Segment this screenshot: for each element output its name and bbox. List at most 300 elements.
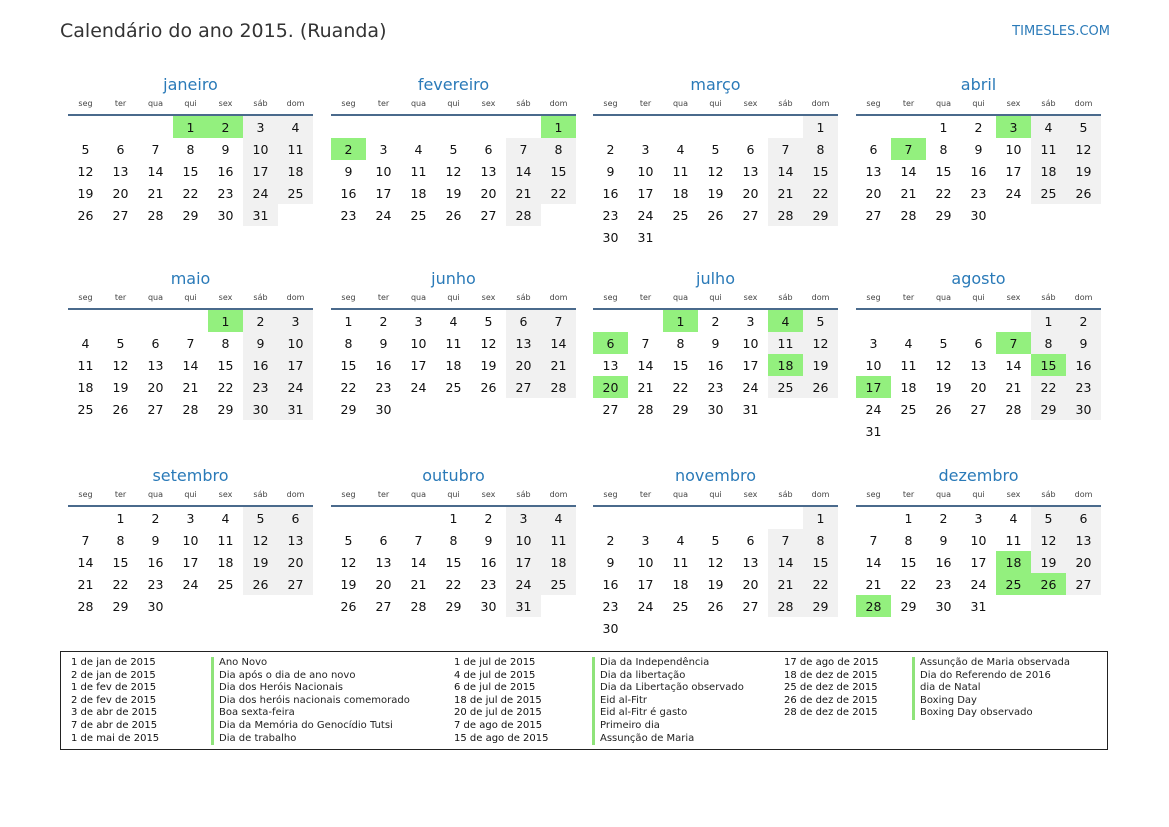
day-cell: 22 <box>217 379 234 395</box>
day-cell: 6 <box>116 141 125 157</box>
day-cell: 31 <box>243 204 278 226</box>
day-cell: 11 <box>541 529 576 551</box>
day-cell: 17 <box>375 185 392 201</box>
day-cell: 26 <box>340 598 357 614</box>
day-cell: 25 <box>541 573 576 595</box>
day-cell: 19 <box>707 576 724 592</box>
day-cell: 19 <box>803 354 838 376</box>
month-grid <box>856 487 1101 617</box>
day-cell: 16 <box>1066 354 1101 376</box>
day-cell: 28 <box>900 207 917 223</box>
day-cell: 22 <box>803 182 838 204</box>
empty-cell <box>996 204 1031 226</box>
month-março <box>593 74 838 248</box>
weekday-label: qui <box>173 96 208 115</box>
weekday-label: qua <box>663 96 698 115</box>
holiday-name: Dia do Referendo de 2016 <box>912 670 1070 683</box>
day-cell: 18 <box>77 379 94 395</box>
empty-cell <box>698 617 733 639</box>
day-cell: 13 <box>147 357 164 373</box>
day-cell: 9 <box>484 532 493 548</box>
day-cell: 30 <box>707 401 724 417</box>
day-cell: 4 <box>541 506 576 529</box>
day-cell: 1 <box>173 115 208 138</box>
holiday-name: Dia dos Heróis Nacionais <box>211 682 410 695</box>
day-cell: 20 <box>506 354 541 376</box>
day-cell: 6 <box>1066 506 1101 529</box>
day-cell: 1 <box>449 510 458 526</box>
day-cell: 2 <box>208 115 243 138</box>
month-grid <box>856 96 1101 226</box>
month-junho <box>331 268 576 420</box>
day-cell: 26 <box>707 598 724 614</box>
day-cell: 8 <box>1031 332 1066 354</box>
day-cell: 27 <box>480 207 497 223</box>
day-cell: 4 <box>676 141 685 157</box>
day-cell: 24 <box>506 573 541 595</box>
empty-cell <box>926 420 961 442</box>
empty-cell <box>961 420 996 442</box>
day-cell: 29 <box>182 207 199 223</box>
day-cell: 31 <box>278 398 313 420</box>
empty-cell <box>401 115 436 138</box>
day-cell: 25 <box>672 598 689 614</box>
day-cell: 24 <box>278 376 313 398</box>
empty-cell <box>506 398 541 420</box>
day-cell: 14 <box>637 357 654 373</box>
empty-cell <box>593 115 628 138</box>
month-title: agosto <box>951 269 1006 288</box>
weekday-label: dom <box>803 487 838 506</box>
day-cell: 13 <box>506 332 541 354</box>
day-cell: 15 <box>803 551 838 573</box>
day-cell: 18 <box>672 576 689 592</box>
weekday-label: sáb <box>506 96 541 115</box>
month-grid <box>593 487 838 639</box>
day-cell: 28 <box>147 207 164 223</box>
weekday-label: dom <box>803 96 838 115</box>
day-cell: 1 <box>541 115 576 138</box>
month-julho <box>593 268 838 420</box>
month-novembro <box>593 465 838 639</box>
day-cell: 17 <box>506 551 541 573</box>
day-cell: 8 <box>116 532 125 548</box>
day-cell: 5 <box>711 532 720 548</box>
weekday-label: ter <box>628 96 663 115</box>
day-cell: 21 <box>147 185 164 201</box>
day-cell: 20 <box>375 576 392 592</box>
day-cell: 23 <box>602 598 619 614</box>
day-cell: 10 <box>278 332 313 354</box>
day-cell: 2 <box>1066 309 1101 332</box>
day-cell: 13 <box>480 163 497 179</box>
day-cell: 20 <box>865 185 882 201</box>
empty-cell <box>698 226 733 248</box>
day-cell: 18 <box>768 354 803 376</box>
day-cell: 7 <box>996 332 1031 354</box>
day-cell: 4 <box>221 510 230 526</box>
day-cell: 16 <box>340 185 357 201</box>
weekday-label: qua <box>138 96 173 115</box>
empty-cell <box>891 420 926 442</box>
holiday-date: 18 de dez de 2015 <box>784 669 878 681</box>
empty-cell <box>68 115 103 138</box>
empty-cell <box>1031 420 1066 442</box>
day-cell: 31 <box>865 423 882 439</box>
day-cell: 28 <box>856 595 891 617</box>
empty-cell <box>401 398 436 420</box>
day-cell: 2 <box>606 532 615 548</box>
day-cell: 8 <box>676 335 685 351</box>
day-cell: 10 <box>637 163 654 179</box>
day-cell: 18 <box>1031 160 1066 182</box>
day-cell: 15 <box>672 357 689 373</box>
day-cell: 30 <box>970 207 987 223</box>
day-cell: 7 <box>506 138 541 160</box>
day-cell: 11 <box>1005 532 1022 548</box>
holiday-name: Assunção de Maria observada <box>912 657 1070 670</box>
month-maio <box>68 268 313 420</box>
day-cell: 11 <box>445 335 462 351</box>
day-cell: 26 <box>707 207 724 223</box>
day-cell: 18 <box>996 551 1031 573</box>
holiday-name: Dia da Memória do Genocídio Tutsi <box>211 720 410 733</box>
holiday-name: Eid al-Fitr é gasto <box>592 707 744 720</box>
weekday-label: sáb <box>768 487 803 506</box>
holiday-date: 28 de dez de 2015 <box>784 707 878 719</box>
day-cell: 16 <box>243 354 278 376</box>
day-cell: 12 <box>935 357 952 373</box>
day-cell: 9 <box>221 141 230 157</box>
day-cell: 28 <box>637 401 654 417</box>
holiday-name: Boxing Day observado <box>912 707 1070 720</box>
day-cell: 28 <box>410 598 427 614</box>
day-cell: 16 <box>217 163 234 179</box>
holiday-name: dia de Natal <box>912 682 1070 695</box>
day-cell: 1 <box>803 115 838 138</box>
day-cell: 17 <box>970 554 987 570</box>
empty-cell <box>366 506 401 529</box>
day-cell: 11 <box>278 138 313 160</box>
weekday-label: seg <box>68 290 103 309</box>
day-cell: 4 <box>449 313 458 329</box>
day-cell: 31 <box>506 595 541 617</box>
day-cell: 7 <box>869 532 878 548</box>
day-cell: 19 <box>707 185 724 201</box>
day-cell: 25 <box>900 401 917 417</box>
day-cell: 16 <box>707 357 724 373</box>
holiday-date: 15 de ago de 2015 <box>454 732 549 744</box>
empty-cell <box>628 115 663 138</box>
day-cell: 20 <box>593 376 628 398</box>
holiday-name: Dia após o dia de ano novo <box>211 670 410 683</box>
day-cell: 15 <box>217 357 234 373</box>
day-cell: 14 <box>865 554 882 570</box>
day-cell: 5 <box>81 141 90 157</box>
day-cell: 28 <box>768 204 803 226</box>
empty-cell <box>996 595 1031 617</box>
day-cell: 27 <box>278 573 313 595</box>
day-cell: 6 <box>151 335 160 351</box>
empty-cell <box>1031 595 1066 617</box>
day-cell: 16 <box>935 554 952 570</box>
day-cell: 28 <box>506 204 541 226</box>
day-cell: 17 <box>742 357 759 373</box>
empty-cell <box>1066 420 1101 442</box>
empty-cell <box>733 115 768 138</box>
day-cell: 4 <box>676 532 685 548</box>
weekday-label: qui <box>698 290 733 309</box>
day-cell: 7 <box>541 309 576 332</box>
day-cell: 24 <box>410 379 427 395</box>
day-cell: 26 <box>1066 182 1101 204</box>
empty-cell <box>541 398 576 420</box>
day-cell: 19 <box>480 357 497 373</box>
empty-cell <box>768 398 803 420</box>
day-cell: 11 <box>672 554 689 570</box>
day-cell: 26 <box>112 401 129 417</box>
day-cell: 23 <box>480 576 497 592</box>
site-link[interactable]: TIMESLES.COM <box>1012 24 1110 39</box>
empty-cell <box>768 226 803 248</box>
day-cell: 26 <box>1031 573 1066 595</box>
day-cell: 19 <box>340 576 357 592</box>
holiday-names-column <box>211 657 410 745</box>
empty-cell <box>243 595 278 617</box>
holiday-date: 1 de jan de 2015 <box>71 657 156 668</box>
empty-cell <box>138 115 173 138</box>
day-cell: 18 <box>410 185 427 201</box>
weekday-label: sex <box>733 487 768 506</box>
day-cell: 3 <box>869 335 878 351</box>
empty-cell <box>471 398 506 420</box>
day-cell: 20 <box>278 551 313 573</box>
weekday-label: qua <box>401 290 436 309</box>
day-cell: 12 <box>1031 529 1066 551</box>
day-cell: 10 <box>243 138 278 160</box>
weekday-label: sex <box>733 96 768 115</box>
month-title: fevereiro <box>417 75 490 94</box>
day-cell: 28 <box>541 376 576 398</box>
day-cell: 13 <box>375 554 392 570</box>
day-cell: 14 <box>541 332 576 354</box>
day-cell: 9 <box>939 532 948 548</box>
day-cell: 27 <box>742 207 759 223</box>
day-cell: 15 <box>541 160 576 182</box>
day-cell: 1 <box>803 506 838 529</box>
day-cell: 8 <box>803 138 838 160</box>
day-cell: 17 <box>243 160 278 182</box>
empty-cell <box>698 115 733 138</box>
empty-cell <box>856 115 891 138</box>
holiday-name: Eid al-Fitr <box>592 695 744 708</box>
empty-cell <box>471 115 506 138</box>
day-cell: 24 <box>865 401 882 417</box>
day-cell: 6 <box>974 335 983 351</box>
day-cell: 30 <box>217 207 234 223</box>
day-cell: 3 <box>641 532 650 548</box>
day-cell: 6 <box>593 332 628 354</box>
day-cell: 11 <box>217 532 234 548</box>
month-grid <box>593 290 838 420</box>
empty-cell <box>208 595 243 617</box>
day-cell: 4 <box>414 141 423 157</box>
day-cell: 2 <box>606 141 615 157</box>
day-cell: 2 <box>379 313 388 329</box>
weekday-label: qui <box>436 96 471 115</box>
weekday-label: seg <box>856 290 891 309</box>
weekday-label: seg <box>856 487 891 506</box>
day-cell: 29 <box>217 401 234 417</box>
empty-cell <box>173 595 208 617</box>
day-cell: 18 <box>900 379 917 395</box>
day-cell: 10 <box>1005 141 1022 157</box>
day-cell: 8 <box>344 335 353 351</box>
day-cell: 4 <box>278 115 313 138</box>
empty-cell <box>733 617 768 639</box>
day-cell: 21 <box>865 576 882 592</box>
weekday-label: qua <box>138 487 173 506</box>
day-cell: 5 <box>484 313 493 329</box>
day-cell: 7 <box>891 138 926 160</box>
holiday-name: Boxing Day <box>912 695 1070 708</box>
day-cell: 30 <box>480 598 497 614</box>
day-cell: 4 <box>81 335 90 351</box>
day-cell: 14 <box>182 357 199 373</box>
day-cell: 3 <box>243 115 278 138</box>
day-cell: 30 <box>1066 398 1101 420</box>
month-grid <box>68 96 313 226</box>
day-cell: 15 <box>112 554 129 570</box>
day-cell: 3 <box>506 506 541 529</box>
day-cell: 24 <box>243 182 278 204</box>
day-cell: 15 <box>340 357 357 373</box>
weekday-label: ter <box>891 487 926 506</box>
month-title: março <box>690 75 741 94</box>
day-cell: 23 <box>217 185 234 201</box>
weekday-label: sáb <box>506 487 541 506</box>
day-cell: 20 <box>112 185 129 201</box>
day-cell: 24 <box>637 207 654 223</box>
day-cell: 4 <box>904 335 913 351</box>
holiday-dates-column <box>71 657 159 745</box>
day-cell: 21 <box>77 576 94 592</box>
weekday-label: qui <box>173 290 208 309</box>
day-cell: 10 <box>970 532 987 548</box>
weekday-label: sáb <box>768 290 803 309</box>
weekday-label: dom <box>278 487 313 506</box>
day-cell: 29 <box>672 401 689 417</box>
month-fevereiro <box>331 74 576 226</box>
day-cell: 16 <box>480 554 497 570</box>
holiday-date: 2 de jan de 2015 <box>71 669 156 681</box>
day-cell: 16 <box>970 163 987 179</box>
empty-cell <box>366 115 401 138</box>
day-cell: 22 <box>340 379 357 395</box>
day-cell: 8 <box>449 532 458 548</box>
day-cell: 27 <box>112 207 129 223</box>
day-cell: 16 <box>147 554 164 570</box>
day-cell: 14 <box>768 160 803 182</box>
day-cell: 16 <box>375 357 392 373</box>
day-cell: 15 <box>935 163 952 179</box>
day-cell: 25 <box>217 576 234 592</box>
holiday-date: 1 de mai de 2015 <box>71 732 160 744</box>
day-cell: 6 <box>278 506 313 529</box>
weekday-label: dom <box>1066 96 1101 115</box>
day-cell: 31 <box>742 401 759 417</box>
empty-cell <box>436 398 471 420</box>
day-cell: 18 <box>278 160 313 182</box>
day-cell: 11 <box>77 357 94 373</box>
day-cell: 27 <box>1066 573 1101 595</box>
day-cell: 24 <box>742 379 759 395</box>
day-cell: 6 <box>506 309 541 332</box>
day-cell: 6 <box>869 141 878 157</box>
day-cell: 19 <box>935 379 952 395</box>
holiday-name: Dia da libertação <box>592 670 744 683</box>
day-cell: 29 <box>445 598 462 614</box>
weekday-label: qua <box>401 487 436 506</box>
day-cell: 30 <box>602 229 619 245</box>
day-cell: 29 <box>900 598 917 614</box>
day-cell: 21 <box>541 354 576 376</box>
day-cell: 22 <box>803 573 838 595</box>
day-cell: 11 <box>672 163 689 179</box>
day-cell: 22 <box>900 576 917 592</box>
empty-cell <box>1066 204 1101 226</box>
month-grid <box>68 487 313 617</box>
day-cell: 14 <box>147 163 164 179</box>
day-cell: 5 <box>243 506 278 529</box>
day-cell: 23 <box>375 379 392 395</box>
holiday-name: Assunção de Maria <box>592 733 744 746</box>
empty-cell <box>1031 204 1066 226</box>
day-cell: 2 <box>974 119 983 135</box>
day-cell: 23 <box>707 379 724 395</box>
day-cell: 4 <box>768 309 803 332</box>
day-cell: 3 <box>641 141 650 157</box>
day-cell: 5 <box>939 335 948 351</box>
day-cell: 24 <box>970 576 987 592</box>
day-cell: 21 <box>637 379 654 395</box>
day-cell: 6 <box>379 532 388 548</box>
day-cell: 10 <box>410 335 427 351</box>
day-cell: 10 <box>375 163 392 179</box>
day-cell: 5 <box>344 532 353 548</box>
day-cell: 25 <box>672 207 689 223</box>
weekday-label: seg <box>593 487 628 506</box>
holiday-date: 17 de ago de 2015 <box>784 657 879 668</box>
empty-cell <box>803 617 838 639</box>
day-cell: 15 <box>803 160 838 182</box>
weekday-label: seg <box>856 96 891 115</box>
holiday-name: Primeiro dia <box>592 720 744 733</box>
weekday-label: seg <box>593 290 628 309</box>
weekday-label: sáb <box>1031 290 1066 309</box>
empty-cell <box>663 617 698 639</box>
holiday-name: Dia dos heróis nacionais comemorado <box>211 695 410 708</box>
day-cell: 19 <box>1031 551 1066 573</box>
day-cell: 21 <box>1005 379 1022 395</box>
day-cell: 4 <box>1009 510 1018 526</box>
day-cell: 13 <box>970 357 987 373</box>
day-cell: 6 <box>746 141 755 157</box>
month-title: maio <box>170 269 211 288</box>
day-cell: 1 <box>116 510 125 526</box>
weekday-label: qui <box>698 487 733 506</box>
day-cell: 22 <box>935 185 952 201</box>
